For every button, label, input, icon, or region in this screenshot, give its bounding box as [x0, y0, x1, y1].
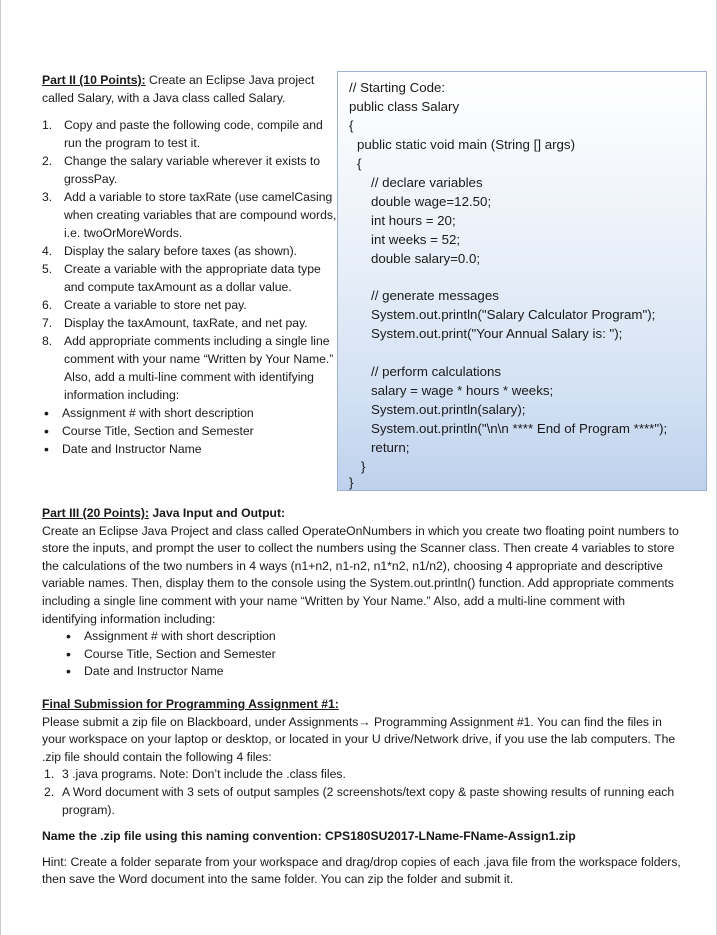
list-item: [42, 314, 337, 332]
item-number: 1.: [44, 767, 55, 782]
part3-heading-rest: Java Input and Output:: [149, 506, 286, 520]
step-number: 4.: [42, 244, 53, 258]
code-line: }: [349, 475, 354, 490]
code-line: double salary=0.0;: [371, 251, 481, 266]
code-line: public static void main (String [] args): [357, 137, 576, 152]
part2-heading: Part II (10 Points):: [42, 73, 146, 87]
item-text: 3 .java programs. Note: Don’t include the .class files.: [62, 767, 346, 782]
final-body: Please submit a zip file on Blackboard, under Assignments→ Programming Assignment #1. You can find the files in your workspace on your laptop or desktop, or located in your U drive/Network drive, if you use the lab computers. The .zip file should contain the following 4 files:: [42, 714, 676, 764]
list-item: [42, 188, 337, 242]
final-heading: Final Submission for Programming Assignment #1:: [42, 697, 339, 711]
code-line: System.out.println(salary);: [371, 402, 526, 417]
bullet-item: • Date and Instructor Name: [42, 440, 337, 458]
list-item: [42, 152, 337, 188]
code-line: public class Salary: [349, 99, 460, 114]
list-item: [42, 784, 682, 819]
part3-section: [42, 505, 682, 681]
step-number: 5.: [42, 262, 53, 276]
step-number: 1.: [42, 118, 53, 132]
bullet-item: • Assignment # with short description: [64, 628, 682, 646]
part2-steps: [42, 116, 337, 404]
part2-intro: [42, 71, 337, 107]
step-text: Create a variable to store net pay.: [64, 298, 247, 312]
code-line: // declare variables: [371, 175, 483, 190]
part2-section: [42, 71, 337, 458]
code-line: }: [361, 459, 366, 474]
list-item: [42, 260, 337, 296]
step-text: Create a variable with the appropriate data type and compute taxAmount as a dollar value.: [64, 262, 321, 294]
bullet-item: • Course Title, Section and Semester: [42, 422, 337, 440]
bullet-item: • Course Title, Section and Semester: [64, 646, 682, 664]
part3-bullets: [64, 628, 682, 681]
step-number: 3.: [42, 190, 53, 204]
code-line: {: [357, 156, 362, 171]
code-line: return;: [371, 440, 410, 455]
code-line: salary = wage * hours * weeks;: [371, 383, 554, 398]
code-line: System.out.print("Your Annual Salary is: ");: [371, 326, 623, 341]
list-item: [42, 116, 337, 152]
step-text: Add a variable to store taxRate (use camelCasing when creating variables that are compound words, i.e. twoOrMoreWords.: [64, 190, 337, 240]
list-item: [42, 296, 337, 314]
step-text: Display the taxAmount, taxRate, and net pay.: [64, 316, 308, 330]
step-number: 6.: [42, 298, 53, 312]
hint-text: Hint: Create a folder separate from your workspace and drag/drop copies of each .java file from the workspace folders, then save the Word document into the same folder. You can zip the folder and submit it.: [42, 854, 681, 887]
code-line: int hours = 20;: [371, 213, 456, 228]
code-line: // perform calculations: [371, 364, 502, 379]
code-line: {: [349, 118, 354, 133]
step-number: 2.: [42, 154, 53, 168]
list-item: [42, 332, 337, 404]
list-item: [42, 766, 682, 784]
part3-heading-line: [42, 505, 682, 523]
part2-intro-text: Create an Eclipse Java project called Salary, with a Java class called Salary.: [42, 73, 315, 105]
part2-bullets: [42, 404, 337, 458]
part3-body: Create an Eclipse Java Project and class called OperateOnNumbers in which you create two floating point numbers to store the inputs, and prompt the user to collect the numbers using the Scanner class. Then create 4 variables to store the calculations of the two numbers in 4 ways (n1+n2, n1-n2, n1*n2, n1/n2), choosing 4 appropriate and descriptive variable names. Then, display them to the console using the System.out.println() function. Add appropriate comments including a single line comment with your name “Written by Your Name.” Also, add a multi-line comment with identifying information including:: [42, 523, 679, 626]
step-text: Add appropriate comments including a single line comment with your name “Written by Your Name.” Also, add a multi-line comment with identifying information including:: [64, 334, 334, 402]
code-line: double wage=12.50;: [371, 194, 492, 209]
code-line: int weeks = 52;: [371, 232, 461, 247]
final-submission-section: [42, 696, 682, 889]
naming-convention: Name the .zip file using this naming convention: CPS180SU2017-LName-FName-Assign1.zip: [42, 829, 576, 844]
code-line: // Starting Code:: [349, 80, 446, 95]
item-text: A Word document with 3 sets of output samples (2 screenshots/text copy & paste showing results of running each program).: [62, 784, 675, 817]
list-item: [42, 242, 337, 260]
step-text: Display the salary before taxes (as shown).: [64, 244, 298, 258]
step-text: Change the salary variable wherever it exists to grossPay.: [64, 154, 321, 186]
step-number: 8.: [42, 334, 53, 348]
step-number: 7.: [42, 316, 53, 330]
page-left-edge: [0, 0, 1, 935]
part3-heading: Part III (20 Points):: [42, 506, 149, 520]
code-line: System.out.println("\n\n **** End of Program ****");: [371, 421, 668, 436]
code-line: // generate messages: [371, 288, 499, 303]
code-line: System.out.println("Salary Calculator Program");: [371, 307, 656, 322]
item-number: 2.: [44, 784, 55, 799]
starting-code-box: [337, 71, 707, 491]
bullet-item: • Date and Instructor Name: [64, 663, 682, 681]
bullet-item: • Assignment # with short description: [42, 404, 337, 422]
step-text: Copy and paste the following code, compile and run the program to test it.: [64, 118, 323, 150]
final-items: [42, 766, 682, 819]
